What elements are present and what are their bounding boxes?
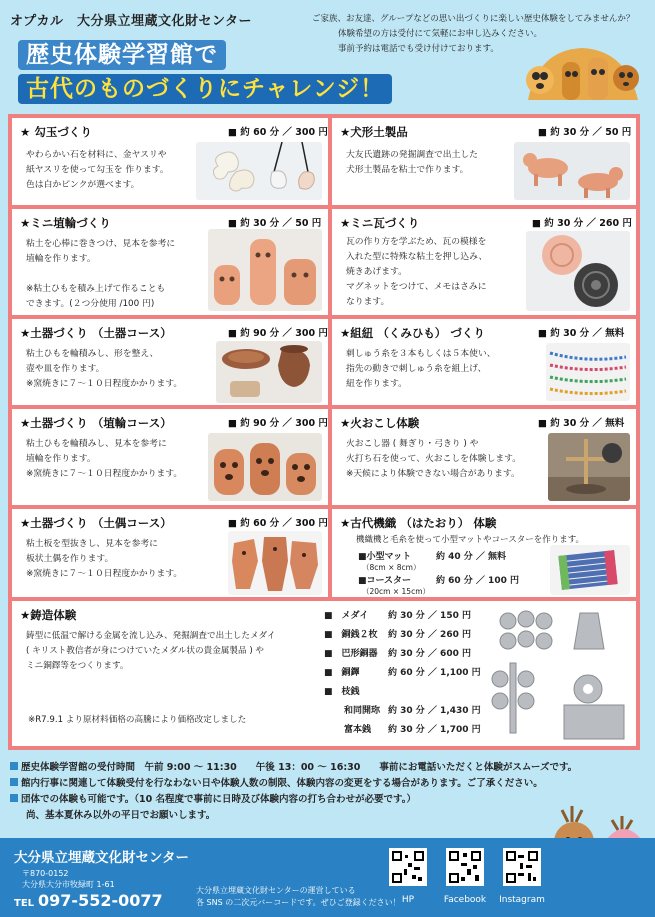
desc-line: ミニ銅鐸等をつくります。 [26,661,129,671]
card-desc [26,148,169,193]
card-price: ■ 約 60 分 ／ 300 円 [228,127,328,138]
card-price: ■ 約 90 分 ／ 300 円 [228,328,328,339]
desc-line: 入れた型に特殊な粘土を押し込み、 [346,252,488,262]
desc-line: マグネットをつけて、メモはさみに [346,282,487,292]
card-price: ■ 約 60 分 ／ 300 円 [228,518,328,529]
footer-phone[interactable] [14,891,163,910]
card-desc [346,235,487,310]
weaving-photo [550,545,630,595]
desc-line: ※窯焼きに７～１０日程度かかります。 [26,469,183,479]
fire-making-photo [548,433,630,501]
card-kumihimo [332,319,636,405]
street-address: 大分県大分市牧緑町 1-61 [22,880,115,889]
bullet-square-icon [10,778,18,786]
intro-line: ご家族、お友達、グループなどの思い出づくりに楽しい歴史体験をしてみませんか？ [312,14,635,24]
pottery-haniwa-photo [208,433,322,501]
desc-line: ( キリスト教信者が身につけていたメダル状の貴金属製品 ) や [26,646,264,656]
card-pottery-dogu [12,509,328,597]
tel-number: 097-552-0077 [38,891,163,910]
card-magatama [12,118,328,205]
item-name: 和同開珎 [344,706,381,716]
item-price: 約 30 分 ／ 1,700 円 [388,725,481,735]
option-name: ■コースター [358,576,412,586]
card-weaving [332,509,636,597]
qr-code-hp-icon[interactable] [389,848,427,886]
intro-line: 体験希望の方は受付にて気軽にお申し込みください。 [338,29,543,39]
card-desc [26,629,276,674]
info-row [10,808,570,824]
card-title: ★土器づくり （土器コース） [20,326,172,340]
card-desc: 機織機と毛糸を使って小型マットやコースターを作ります。 [356,535,585,545]
card-price: ■ 約 30 分 ／ 50 円 [228,218,322,229]
option-size: （20cm × 15cm） [362,587,430,596]
card-title: ★ミニ瓦づくり [340,216,420,230]
info-row [10,760,578,776]
tel-label: TEL [14,898,35,909]
card-title: ★ミニ埴輪づくり [20,216,111,230]
card-desc [346,437,521,482]
desc-line: 指先の動きで刺しゅう糸を組上げ、 [346,364,487,374]
card-desc [26,437,182,482]
qr-label-facebook: Facebook [443,895,487,905]
card-title: ★古代機織 （はたおり） 体験 [340,516,497,530]
desc-line: なります。 [346,297,390,307]
dogu-photo [228,531,322,595]
info-row [10,792,570,808]
desc-line: ※窯焼きに７～１０日程度かかります。 [26,379,183,389]
option-name: ■小型マット [358,552,412,562]
desc-line: できます。(２つ分使用 /100 円) [26,299,155,309]
footer-sns-note [196,885,401,909]
note-line: 大分県立埋蔵文化財センターの運営している [196,886,356,895]
card-title: ★ 勾玉づくり [20,125,92,139]
desc-line: 粘土を心棒に巻きつけ、見本を参考に [26,239,176,249]
card-title: ★鋳造体験 [20,608,77,622]
info-section [10,760,578,824]
desc-line: 埴輪を作ります。 [26,454,96,464]
item-price: 約 30 分 ／ 600 円 [388,649,471,659]
info-text: 館内行事に関連して体験受付を行なわない日や体験人数の制限、体験内容の変更をする場合があります。ご了承ください。 [21,778,543,789]
footer-address [22,868,115,890]
item-price: 約 30 分 ／ 260 円 [388,630,471,640]
org-line: オプカル 大分県立埋蔵文化財センター [10,14,252,29]
card-price: ■ 約 90 分 ／ 300 円 [228,418,328,429]
card-mini-tile [332,209,636,315]
card-casting [12,601,636,746]
card-desc [26,347,182,392]
qr-code-instagram-icon[interactable] [503,848,541,886]
dog-figurine-photo [514,142,630,200]
item-name: ■ メダイ [324,611,369,621]
item-name: 富本銭 [344,725,372,735]
postal-code: 〒870-0152 [22,869,69,878]
item-name: ■ 銅鐸 [324,668,360,678]
card-price: ■ 約 30 分 ／ 50 円 [538,127,632,138]
card-desc [26,237,175,312]
mini-haniwa-photo [208,229,322,311]
card-title: ★組紐 （くみひも） づくり [340,326,485,340]
desc-line: 色は白かピンクが選べます。 [26,180,140,190]
item-name: ■ 枝銭 [324,687,360,697]
card-mini-haniwa [12,209,328,315]
desc-line: 犬形土製品を粘土で作ります。 [346,165,469,175]
item-price: 約 30 分 ／ 1,430 円 [388,706,481,716]
casting-photo [488,605,632,743]
pottery-photo [216,341,322,403]
desc-line: 板状土偶を作ります。 [26,554,114,564]
option-price: 約 60 分 ／ 100 円 [436,576,519,586]
desc-line: 壺や皿を作ります。 [26,364,105,374]
desc-line: 瓦の作り方を学ぶため、瓦の模様を [346,237,487,247]
weaving-option [358,549,507,562]
card-title: ★土器づくり （土偶コース） [20,516,172,530]
info-text: 尚、基本夏休み以外の平日でお願いします。 [26,810,216,821]
card-desc [346,148,478,178]
desc-line: 鋳型に低温で解ける金属を流し込み、発掘調査で出土したメダイ [26,631,276,641]
title-line-2: 古代のものづくりにチャレンジ！ [18,74,392,104]
desc-line: 紙ヤスリを使って勾玉を 作ります。 [26,165,169,175]
desc-line: ※天候により体験できない場合があります。 [346,469,520,479]
desc-line: 火おこし器 ( 舞ぎり・弓きり ) や [346,439,479,449]
desc-line: 刺しゅう糸を３本もしくは５本使い、 [346,349,496,359]
card-desc [26,537,182,582]
footer [0,838,655,917]
card-price: ■ 約 30 分 ／ 無料 [538,328,625,339]
item-name: ■ 銅銭２枚 [324,630,378,640]
desc-line: 粘土ひもを輪積みし、形を整え、 [26,349,159,359]
qr-label-instagram: Instagram [499,895,545,905]
desc-line: 焼きあげます。 [346,267,407,277]
bullet-square-icon [10,762,18,770]
activities-panel [8,114,640,750]
casting-note: ※R7.9.1 より原材料価格の高騰により価格改定しました [28,715,247,725]
footer-org-name: 大分県立埋蔵文化財センター [14,850,189,866]
option-price: 約 40 分 ／ 無料 [436,552,507,562]
card-desc [346,347,496,392]
item-price: 約 60 分 ／ 1,100 円 [388,668,481,678]
card-pottery [12,319,328,405]
bullet-square-icon [10,794,18,802]
haniwa-mascot-illustration [518,40,646,106]
desc-line: 大友氏遺跡の発掘調査で出土した [346,150,478,160]
card-pottery-haniwa [12,409,328,505]
item-price: 約 30 分 ／ 150 円 [388,611,471,621]
card-dog-figurine [332,118,636,205]
kumihimo-photo [546,343,630,401]
card-price: ■ 約 30 分 ／ 260 円 [532,218,632,229]
main-title [18,40,392,104]
desc-line: 粘土板を型抜きし、見本を参考に [26,539,158,549]
qr-label-hp: HP [401,895,415,905]
desc-line: 埴輪を作ります。 [26,254,96,264]
desc-line: 紐を作ります。 [346,379,407,389]
desc-line: ※窯焼きに７～１０日程度かかります。 [26,569,183,579]
card-title: ★火おこし体験 [340,416,420,430]
desc-line: 火打ち石を使って、火おこしを体験します。 [346,454,522,464]
magatama-photo [196,142,322,200]
title-line-1: 歴史体験学習館で [18,40,226,70]
info-text: 団体での体験も可能です。（10 名程度で事前に日時及び体験内容の打ち合わせが必要です。） [21,794,417,805]
desc-line: ※粘土ひもを積み上げて作ることも [26,284,166,294]
intro-line: 事前予約は電話でも受け付けております。 [338,44,499,54]
desc-line: 粘土ひもを輪積みし、見本を参考に [26,439,167,449]
card-fire-making [332,409,636,505]
desc-line [26,267,175,282]
weaving-option [358,573,519,586]
desc-line: やわらかい石を材料に、金ヤスリや [26,150,167,160]
note-line: 各 SNS の二次元バーコードです。ぜひご登録ください！ [196,898,401,907]
card-title: ★土器づくり （埴輪コース） [20,416,172,430]
mini-tile-photo [526,231,630,311]
item-name: ■ 巴形銅器 [324,649,378,659]
card-title: ★犬形土製品 [340,125,408,139]
option-size: （8cm × 8cm） [362,563,421,572]
info-row [10,776,570,792]
qr-code-facebook-icon[interactable] [446,848,484,886]
info-text: 歴史体験学習館の受付時間 午前 9:00 ～ 11:30 午後 13：00 ～ 16:30 事前にお電話いただくと体験がスムーズです。 [21,762,578,773]
card-price: ■ 約 30 分 ／ 無料 [538,418,625,429]
